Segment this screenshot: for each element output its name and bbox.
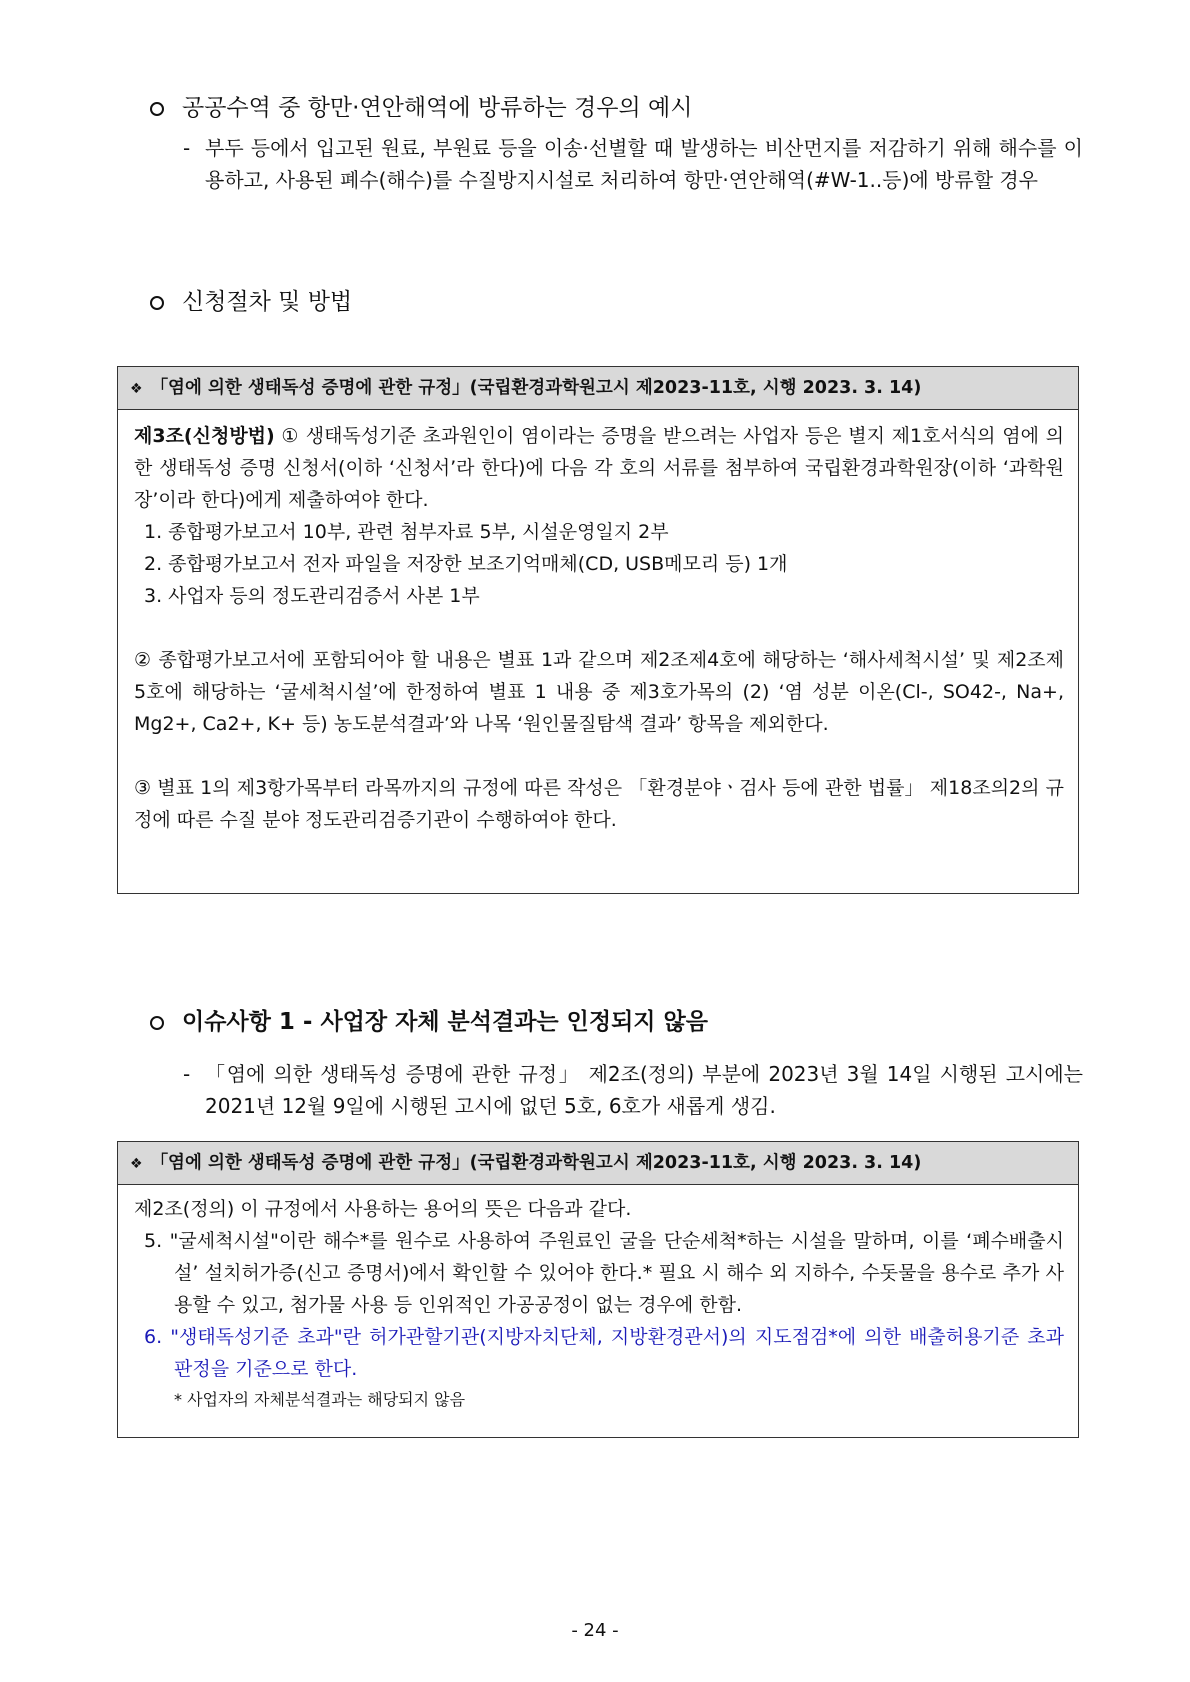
circle-bullet-icon [150, 1016, 164, 1030]
regulation-box-article2 [117, 1141, 1079, 1438]
example-paragraph [183, 132, 1083, 196]
definition-item-5: 5. "굴세척시설"이란 해수*를 원수로 사용하여 주원료인 굴을 단순세척*하는 시설을 말하며, 이를 ‘폐수배출시설’ 설치허가증(신고 증명서)에서 확인할 수 있어야 한다.* 필요 시 해수 외 지하수, 수돗물을 용수로 추가 사용할 수 있고, 첨가물 사용 등 인위적인 가공공정이 없는 경우에 한함. [144, 1230, 1064, 1316]
list-item: 3. 사업자 등의 정도관리검증서 사본 1부 [144, 585, 480, 607]
diamond-bullet-icon: ❖ [130, 381, 143, 397]
diamond-bullet-icon: ❖ [130, 1156, 143, 1172]
list-item: 2. 종합평가보고서 전자 파일을 저장한 보조기억매체(CD, USB메모리 등) 1개 [144, 553, 788, 575]
box-body [118, 410, 1078, 848]
box-header: ❖ 「염에 의한 생태독성 증명에 관한 규정」(국립환경과학원고시 제2023-11호, 시행 2023. 3. 14) [118, 367, 1078, 410]
regulation-box-article3 [117, 366, 1079, 894]
list-item: 1. 종합평가보고서 10부, 관련 첨부자료 5부, 시설운영일지 2부 [144, 521, 669, 543]
definition-item-6: 6. "생태독성기준 초과"란 허가관할기관(지방자치단체, 지방환경관서)의 지도점검*에 의한 배출허용기준 초과판정을 기준으로 한다. [144, 1326, 1064, 1380]
article3-para2: ② 종합평가보고서에 포함되어야 할 내용은 별표 1과 같으며 제2조제4호에 해당하는 ‘해사세척시설’ 및 제2조제5호에 해당하는 ‘굴세척시설’에 한정하여 별표 1 내용 중 제3호가목의 (2) ‘염 성분 이온(Cl-, SO42-, Na+, Mg2+, Ca2+, K+ 등) 농도분석결과’와 나목 ‘원인물질탐색 결과’ 항목을 제외한다. [134, 649, 1064, 735]
article3-para3: ③ 별표 1의 제3항가목부터 라목까지의 규정에 따른 작성은 「환경분야ㆍ검사 등에 관한 법률」 제18조의2의 규정에 따른 수질 분야 정도관리검증기관이 수행하여야 한다. [134, 777, 1064, 831]
dash-marker: - [183, 136, 191, 160]
circle-bullet-icon [150, 296, 164, 310]
example-heading: 공공수역 중 항만·연안해역에 방류하는 경우의 예시 [150, 92, 692, 124]
circle-bullet-icon [150, 102, 164, 116]
footnote: * 사업자의 자체분석결과는 해당되지 않음 [174, 1390, 466, 1409]
example-text: 부두 등에서 입고된 원료, 부원료 등을 이송·선별할 때 발생하는 비산먼지를 저감하기 위해 해수를 이용하고, 사용된 폐수(해수)를 수질방지시설로 처리하여 항만·연안해역(#W-1..등)에 방류할 경우 [205, 136, 1083, 192]
box-body [118, 1185, 1078, 1427]
article2-intro: 제2조(정의) 이 규정에서 사용하는 용어의 뜻은 다음과 같다. [134, 1198, 632, 1220]
article3-para1: 제3조(신청방법) ① 생태독성기준 초과원인이 염이라는 증명을 받으려는 사업자 등은 별지 제1호서식의 염에 의한 생태독성 증명 신청서(이하 ‘신청서’라 한다)에 다음 각 호의 서류를 첨부하여 국립환경과학원장(이하 ‘과학원장’이라 한다)에게 제출하여야 한다. [134, 425, 1064, 511]
issue-heading: 이슈사항 1 - 사업장 자체 분석결과는 인정되지 않음 [150, 1006, 708, 1038]
issue-text: 「염에 의한 생태독성 증명에 관한 규정」 제2조(정의) 부분에 2023년 3월 14일 시행된 고시에는 2021년 12월 9일에 시행된 고시에 없던 5호, 6호가 새롭게 생김. [205, 1062, 1083, 1118]
procedure-heading: 신청절차 및 방법 [150, 286, 352, 318]
box-header: ❖ 「염에 의한 생태독성 증명에 관한 규정」(국립환경과학원고시 제2023-11호, 시행 2023. 3. 14) [118, 1142, 1078, 1185]
issue-paragraph [183, 1058, 1083, 1122]
page-number: - 24 - [571, 1620, 619, 1641]
article-title: 제3조(신청방법) [134, 425, 275, 447]
dash-marker: - [183, 1062, 191, 1086]
